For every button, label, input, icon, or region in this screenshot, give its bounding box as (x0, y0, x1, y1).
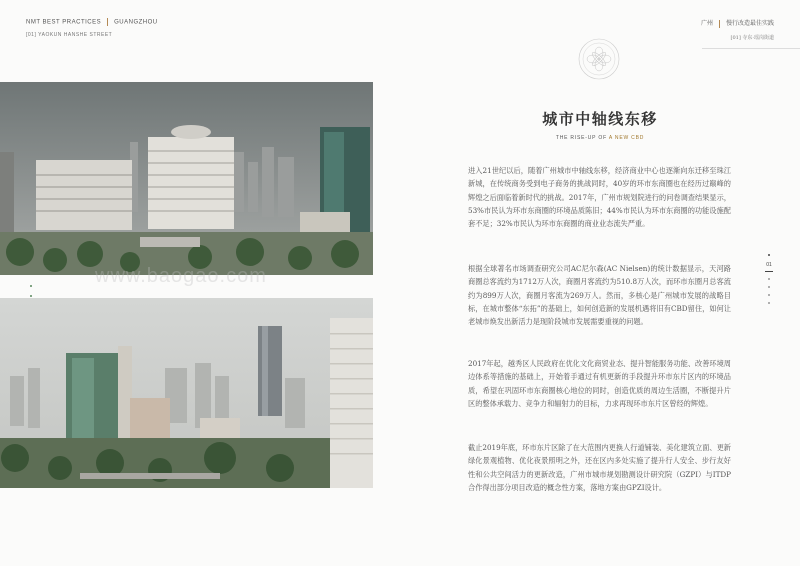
paragraph-3: 2017年起，越秀区人民政府在优化文化商贸业态、提升智能服务功能、改善环境周边体系等措施的基础上，开始着手通过有机更新的手段提升环市东片区内的环境品质，希望在巩固环市东商圈核心地位的同时，创造优质的周边生活圈，不断提升片区的整体承载力、竞争力和辐射力的目标，力求再现环市东片区曾经的辉煌。 (468, 359, 731, 408)
indicator-dot (768, 278, 770, 280)
indicator-dot (768, 286, 770, 288)
decor-dot (30, 285, 32, 287)
paragraph-1: 进入21世纪以后，随着广州城市中轴线东移，经济商业中心也逐渐向东迁移至珠江新城，在传统商务受到电子商务的挑战同时，40岁的环市东商圈也在经历过巅峰的辉煌之后面临着新时代的挑战。2017年，广州市规划院进行的问卷调查结果显示，53%市民认为环市东商圈的环境品质陈旧；44%市民认为环市东商圈的功能设施配套不足；32%市民认为环市东商圈的商业业态流失严重。 (468, 166, 731, 229)
indicator-bar (765, 271, 773, 272)
flower-logo-icon (577, 37, 621, 81)
header-divider (107, 18, 108, 26)
page-number: 01 (766, 262, 772, 268)
page-indicator (762, 248, 776, 304)
article-title: 城市中轴线东移 (542, 110, 658, 128)
section-label: [01] YAOKUN HANSHE STREET (26, 32, 113, 38)
header-divider-right (719, 20, 720, 28)
city-photo-top (0, 82, 373, 275)
paragraph-2: 根据全球著名市场调查研究公司AC尼尔森(AC Nielsen)的统计数据显示，天河路商圈总客流约为1712万人次，商圈月客流约为510.8万人次，而环市东圈月总客流约为899万人次，商圈月客流为269万人。然而，多核心是广州城市发展的战略目标，在城市整体“东拓”的基础上，如何创造新的发展机遇将旧有CBD留住，如何让老城市焕发出新活力是现阶段城市发展需要重视的问题。 (468, 264, 731, 327)
city-photo-bottom (0, 298, 373, 488)
section-label-cn: [01] 寺东·瑶岗街道 (730, 34, 774, 41)
paragraph-4: 截止2019年底，环市东片区除了在大范围内更换人行道铺装、美化建筑立面、更新绿化景观植物、优化夜景照明之外，还在区内多处实施了提升行人安全、步行友好性和公共空间活力的更新改造，广州市城市规划勘测设计研究院（GZPI）与ITDP合作得出部分项目改造的概念性方案，落地方案由GPZI设计。 (468, 443, 731, 492)
series-title-cn: 慢行改造最佳实践 (725, 20, 774, 27)
indicator-dot (768, 302, 770, 304)
header-left (26, 18, 158, 38)
indicator-dot (768, 294, 770, 296)
city-name-cn: 广州 (700, 20, 713, 27)
watermark: www.baogao.com (95, 265, 267, 287)
article-subtitle: THE RISE-UP OF A NEW CBD (555, 135, 645, 141)
series-title: NMT BEST PRACTICES (26, 19, 102, 26)
decor-dot (30, 295, 32, 297)
header-rule (702, 48, 800, 49)
city-name: GUANGZHOU (114, 19, 158, 26)
header-right (701, 18, 774, 41)
indicator-dot (768, 254, 770, 256)
